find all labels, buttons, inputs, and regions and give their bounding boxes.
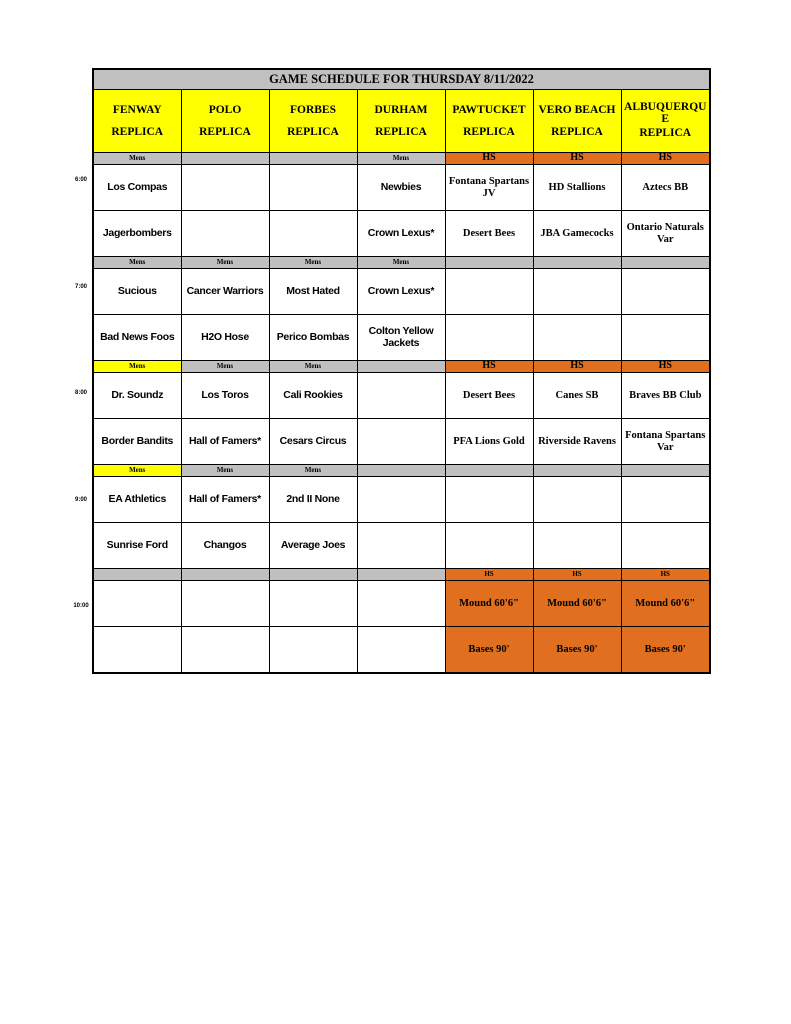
division-label <box>621 257 710 269</box>
team-away: Border Bandits <box>93 419 181 465</box>
field-header-row <box>93 90 710 153</box>
game-row <box>93 373 710 419</box>
team-home <box>445 477 533 523</box>
team-home: Newbies <box>357 165 445 211</box>
team-away <box>181 627 269 674</box>
team-home <box>357 477 445 523</box>
team-home: HD Stallions <box>533 165 621 211</box>
division-label: HS <box>445 361 533 373</box>
team-home <box>269 581 357 627</box>
team-away: Fontana Spartans Var <box>621 419 710 465</box>
team-away <box>533 523 621 569</box>
division-label <box>445 257 533 269</box>
team-away <box>181 211 269 257</box>
team-home: Cali Rookies <box>269 373 357 419</box>
team-away: Cesars Circus <box>269 419 357 465</box>
team-home: Crown Lexus* <box>357 269 445 315</box>
team-home <box>181 165 269 211</box>
team-away <box>621 315 710 361</box>
team-home <box>357 373 445 419</box>
team-home: Los Compas <box>93 165 181 211</box>
team-home: Dr. Soundz <box>93 373 181 419</box>
schedule-title: GAME SCHEDULE FOR THURSDAY 8/11/2022 <box>93 69 710 90</box>
team-away: Hall of Famers* <box>181 419 269 465</box>
game-row <box>93 269 710 315</box>
team-away: Ontario Naturals Var <box>621 211 710 257</box>
division-label: Mens <box>269 465 357 477</box>
team-away <box>93 627 181 674</box>
team-home: EA Athletics <box>93 477 181 523</box>
division-label <box>621 465 710 477</box>
division-label: Mens <box>93 465 181 477</box>
team-away <box>357 627 445 674</box>
division-label: HS <box>445 569 533 581</box>
schedule-table <box>92 68 711 674</box>
team-away: Perico Bombas <box>269 315 357 361</box>
field-spec-bases: Bases 90' <box>533 627 621 674</box>
team-home: 2nd II None <box>269 477 357 523</box>
field-name: VERO BEACH <box>538 103 616 116</box>
field-spec-mound: Mound 60'6" <box>533 581 621 627</box>
field-type: REPLICA <box>111 126 164 138</box>
team-away: Jagerbombers <box>93 211 181 257</box>
team-home <box>445 269 533 315</box>
field-type: REPLICA <box>287 126 339 138</box>
division-label: HS <box>621 569 710 581</box>
team-away <box>445 315 533 361</box>
division-label: Mens <box>181 361 269 373</box>
field-spec-mound: Mound 60'6" <box>621 581 710 627</box>
field-header <box>621 90 710 153</box>
division-label: Mens <box>93 153 181 165</box>
team-away: Desert Bees <box>445 211 533 257</box>
game-row <box>93 581 710 627</box>
team-away: Sunrise Ford <box>93 523 181 569</box>
team-away: Colton Yellow Jackets <box>357 315 445 361</box>
team-away: PFA Lions Gold <box>445 419 533 465</box>
division-label <box>533 257 621 269</box>
team-away <box>357 523 445 569</box>
field-name: DURHAM <box>374 103 428 116</box>
team-away <box>269 627 357 674</box>
division-label: Mens <box>93 361 181 373</box>
game-row <box>93 477 710 523</box>
field-name: FENWAY <box>112 103 162 116</box>
game-row <box>93 315 710 361</box>
field-name: FORBES <box>289 103 336 116</box>
division-label: Mens <box>181 465 269 477</box>
division-label <box>357 361 445 373</box>
division-label <box>181 569 269 581</box>
team-home: Fontana Spartans JV <box>445 165 533 211</box>
team-home: Desert Bees <box>445 373 533 419</box>
team-away: Average Joes <box>269 523 357 569</box>
field-spec-bases: Bases 90' <box>445 627 533 674</box>
division-label: Mens <box>269 257 357 269</box>
team-home <box>357 581 445 627</box>
time-label-9: 9:00 <box>74 497 87 503</box>
division-row <box>93 465 710 477</box>
division-label: HS <box>533 361 621 373</box>
team-home <box>621 477 710 523</box>
division-label: Mens <box>93 257 181 269</box>
team-home: Los Toros <box>181 373 269 419</box>
game-row <box>93 627 710 674</box>
team-away: Bad News Foos <box>93 315 181 361</box>
division-label: HS <box>621 361 710 373</box>
team-home: Aztecs BB <box>621 165 710 211</box>
team-away <box>621 523 710 569</box>
game-row <box>93 523 710 569</box>
field-header <box>93 90 181 153</box>
division-label: Mens <box>357 153 445 165</box>
division-label: HS <box>621 153 710 165</box>
team-home <box>269 165 357 211</box>
field-spec-mound: Mound 60'6" <box>445 581 533 627</box>
game-row <box>93 419 710 465</box>
team-away: Riverside Ravens <box>533 419 621 465</box>
team-away: H2O Hose <box>181 315 269 361</box>
team-away <box>533 315 621 361</box>
division-label: HS <box>533 153 621 165</box>
division-label <box>269 153 357 165</box>
division-row <box>93 361 710 373</box>
division-label <box>269 569 357 581</box>
division-label: Mens <box>269 361 357 373</box>
team-home <box>533 269 621 315</box>
title-row <box>93 69 710 90</box>
team-away <box>269 211 357 257</box>
field-spec-bases: Bases 90' <box>621 627 710 674</box>
field-type: REPLICA <box>463 126 515 138</box>
team-home: Most Hated <box>269 269 357 315</box>
team-home <box>181 581 269 627</box>
division-label <box>181 153 269 165</box>
division-label: HS <box>445 153 533 165</box>
division-label <box>445 465 533 477</box>
game-row <box>93 211 710 257</box>
division-row <box>93 569 710 581</box>
field-header <box>533 90 621 153</box>
time-label-7: 7:00 <box>74 284 87 290</box>
division-label: Mens <box>181 257 269 269</box>
team-away: Crown Lexus* <box>357 211 445 257</box>
field-name: PAWTUCKET <box>452 103 526 116</box>
team-home: Canes SB <box>533 373 621 419</box>
time-label-6: 6:00 <box>74 177 87 183</box>
time-label-8: 8:00 <box>74 390 87 396</box>
team-away: Changos <box>181 523 269 569</box>
team-home <box>621 269 710 315</box>
division-row <box>93 153 710 165</box>
field-type: REPLICA <box>375 126 427 138</box>
division-label <box>93 569 181 581</box>
field-name: POLO <box>208 103 242 116</box>
division-row <box>93 257 710 269</box>
team-away <box>445 523 533 569</box>
field-header <box>445 90 533 153</box>
field-type: REPLICA <box>551 126 603 138</box>
division-label <box>533 465 621 477</box>
division-label: HS <box>533 569 621 581</box>
field-name: ALBUQUERQU E <box>624 101 707 125</box>
time-label-10: 10:00 <box>73 603 89 609</box>
team-home: Sucious <box>93 269 181 315</box>
field-type: REPLICA <box>639 127 692 140</box>
game-row <box>93 165 710 211</box>
division-label <box>357 569 445 581</box>
team-home: Braves BB Club <box>621 373 710 419</box>
field-header <box>269 90 357 153</box>
division-label: Mens <box>357 257 445 269</box>
team-home: Hall of Famers* <box>181 477 269 523</box>
team-home: Cancer Warriors <box>181 269 269 315</box>
field-type: REPLICA <box>199 126 251 138</box>
team-home <box>533 477 621 523</box>
team-home <box>93 581 181 627</box>
team-away: JBA Gamecocks <box>533 211 621 257</box>
team-away <box>357 419 445 465</box>
field-header <box>357 90 445 153</box>
field-header <box>181 90 269 153</box>
division-label <box>357 465 445 477</box>
